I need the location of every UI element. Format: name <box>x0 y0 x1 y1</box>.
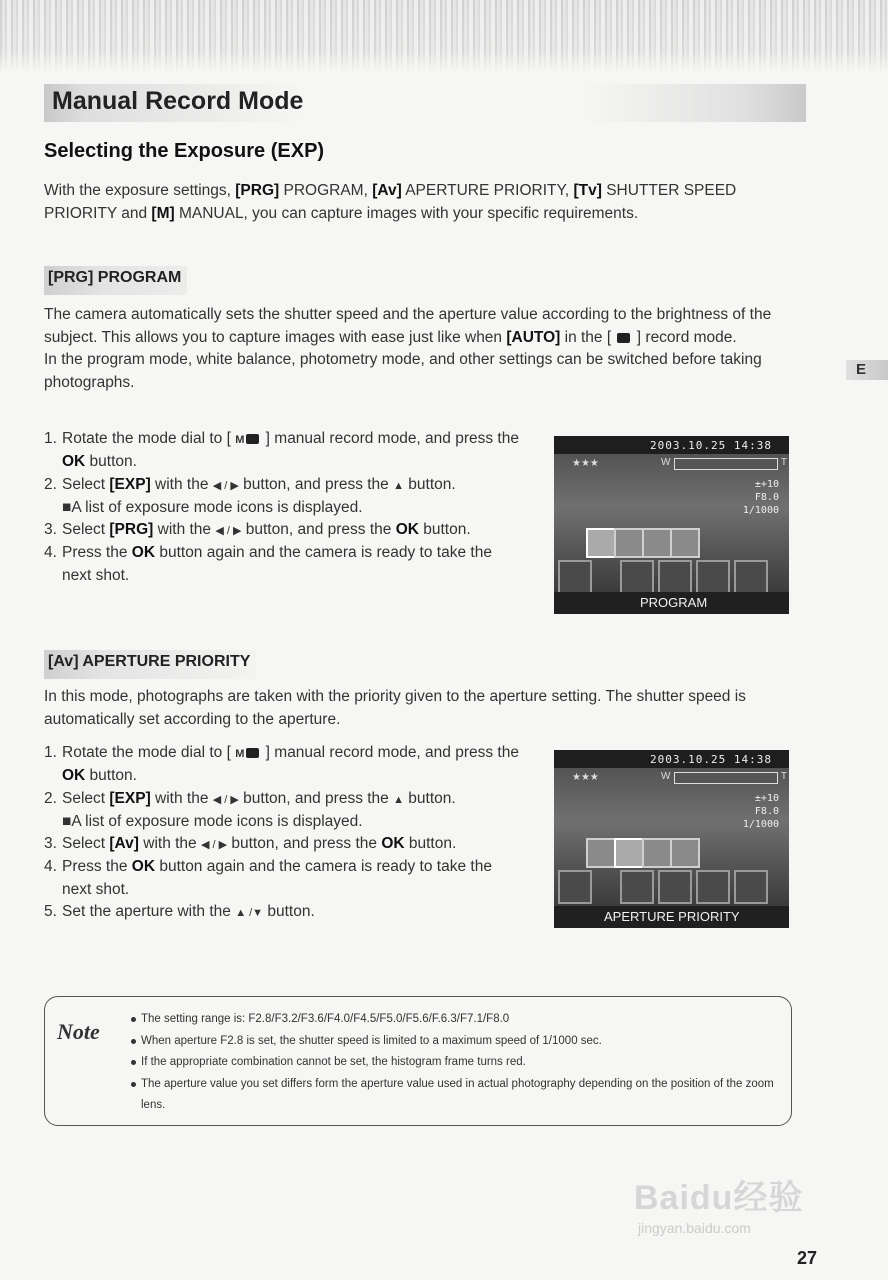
step-text: Press the <box>62 544 132 562</box>
step-text: Set the aperture with the <box>62 903 236 921</box>
zoom-tele: T <box>780 771 787 782</box>
camera-icon <box>246 748 259 758</box>
step-number: 4. <box>44 544 57 562</box>
program-paragraph <box>44 304 796 394</box>
program-text: ] record mode. <box>632 328 737 346</box>
aperture-steps <box>44 742 524 924</box>
key-tv: [Tv] <box>573 182 602 199</box>
up-arrow-icon: ▲ <box>393 793 404 806</box>
step-text: with the <box>150 789 213 807</box>
step-number: 2. <box>44 789 57 807</box>
camera-icon <box>246 434 259 444</box>
program-text: in the [ <box>560 328 616 346</box>
key-m: [M] <box>151 204 175 222</box>
lcd-screen-aperture <box>554 750 789 928</box>
list-item <box>44 811 524 833</box>
list-item <box>44 519 524 542</box>
note-list <box>131 1009 781 1117</box>
watermark <box>634 1144 834 1244</box>
program-heading <box>44 266 187 295</box>
step-text: Select <box>62 835 110 853</box>
section-tab-letter: E <box>856 361 867 378</box>
step-text: Rotate the mode dial to [ <box>62 430 236 447</box>
mode-tile-icon <box>670 838 700 868</box>
quality-stars-icon: ★★★ <box>572 458 599 469</box>
program-steps <box>44 428 524 587</box>
list-item <box>44 497 524 519</box>
menu-tile-icon <box>696 560 730 594</box>
intro-text: With the exposure settings, <box>44 182 236 199</box>
program-title: PROGRAM <box>93 269 182 286</box>
left-right-arrow-icon: ◀ / ▶ <box>212 793 239 806</box>
step-text: Rotate the mode dial to [ <box>62 744 236 761</box>
up-down-arrow-icon: ▲ /▼ <box>235 907 264 920</box>
list-item: When aperture F2.8 is set, the shutter speed is limited to a maximum speed of 1/1000 sec. <box>131 1031 781 1053</box>
aperture-paragraph: In this mode, photographs are taken with the priority given to the aperture setting. The shutter speed is automatically set according to the aperture. <box>44 688 746 728</box>
list-item <box>44 856 524 901</box>
heading-bar <box>44 84 806 122</box>
menu-tile-icon <box>620 560 654 594</box>
watermark-brand: Baidu经验 <box>634 1179 804 1217</box>
key-ok: OK <box>62 453 86 471</box>
lcd-indicators <box>743 478 779 517</box>
key-auto: [AUTO] <box>506 328 561 346</box>
step-number: 4. <box>44 858 57 876</box>
mode-tile-icon <box>614 528 644 558</box>
step-text: Select <box>62 789 110 807</box>
step-number: 3. <box>44 521 57 539</box>
aperture-key: [Av] <box>48 653 79 670</box>
mode-tile-icon <box>642 838 672 868</box>
aperture-value: F8.0 <box>754 806 779 817</box>
mode-tile-icon <box>670 528 700 558</box>
zoom-wide: W <box>661 457 671 468</box>
step-text: button. <box>263 903 315 921</box>
intro-text: PROGRAM, <box>279 182 373 199</box>
exposure-comp: ±+10 <box>754 479 779 490</box>
lcd-mode-text: APERTURE PRIORITY <box>604 909 740 924</box>
key-ok: OK <box>131 544 156 562</box>
page-number: 27 <box>797 1248 818 1268</box>
step-text: Select <box>62 521 110 539</box>
menu-tile-icon <box>696 870 730 904</box>
list-item: If the appropriate combination cannot be set, the histogram frame turns red. <box>131 1052 781 1074</box>
step-text: button, and press the <box>238 475 394 493</box>
menu-tile-icon <box>658 560 692 594</box>
key-ok: OK <box>395 521 419 539</box>
key-exp: [EXP] <box>109 789 151 807</box>
menu-tile-icon <box>658 870 692 904</box>
zoom-wide: W <box>661 771 671 782</box>
lcd-mode-text: PROGRAM <box>640 595 708 610</box>
list-item: The aperture value you set differs form the aperture value used in actual photography depending on the position of the zoom lens. <box>131 1074 781 1117</box>
menu-tile-icon <box>734 560 768 594</box>
menu-tile-icon <box>558 870 592 904</box>
left-right-arrow-icon: ◀ / ▶ <box>212 479 239 492</box>
lcd-indicators <box>743 792 779 831</box>
step-text: button. <box>85 453 137 471</box>
mode-tile-icon <box>586 838 616 868</box>
list-item <box>44 901 524 924</box>
step-text: with the <box>150 475 213 493</box>
key-ok: OK <box>381 835 405 853</box>
shutter-value: 1/1000 <box>742 819 779 830</box>
step-number: 2. <box>44 475 57 493</box>
key-av: [Av] <box>372 182 402 199</box>
key-prg: [PRG] <box>235 182 280 199</box>
step-text: Select <box>62 475 110 493</box>
list-item <box>44 474 524 497</box>
key-exp: [EXP] <box>109 475 151 493</box>
intro-text: MANUAL, you can capture images with your specific requirements. <box>174 204 639 222</box>
list-item: The setting range is: F2.8/F3.2/F3.6/F4.0/F4.5/F5.0/F5.6/F.6.3/F7.1/F8.0 <box>131 1009 781 1031</box>
step-text: button, and press the <box>238 789 394 807</box>
lcd-screen-program <box>554 436 789 614</box>
key-prg: [PRG] <box>109 521 154 539</box>
step-text: ] manual record mode, and press the <box>261 744 519 761</box>
aperture-heading <box>44 650 256 679</box>
intro-text: SHUTTER SPEED PRIORITY and <box>44 182 737 222</box>
step-text: button, and press the <box>241 521 396 539</box>
section-title: Selecting the Exposure (EXP) <box>44 140 325 162</box>
zoom-bar <box>661 771 787 784</box>
key-ok: OK <box>131 858 156 876</box>
list-item <box>44 788 524 811</box>
lcd-mode-label <box>554 592 789 614</box>
aperture-value: F8.0 <box>754 492 779 503</box>
up-arrow-icon: ▲ <box>393 479 404 492</box>
key-av: [Av] <box>109 835 139 853</box>
camera-icon <box>617 333 630 343</box>
quality-stars-icon: ★★★ <box>572 772 599 783</box>
list-item <box>44 742 524 788</box>
manual-camera-icon: M <box>235 434 245 446</box>
step-text: button. <box>404 835 457 853</box>
step-text: with the <box>138 835 201 853</box>
page-title: Manual Record Mode <box>52 87 304 115</box>
step-text: button. <box>404 475 456 493</box>
left-right-arrow-icon: ◀ / ▶ <box>200 839 228 852</box>
step-text: ] manual record mode, and press the <box>261 430 519 447</box>
section-tab <box>846 360 888 380</box>
list-item <box>44 833 524 856</box>
zoom-bar <box>661 457 787 470</box>
step-note: ■A list of exposure mode icons is displayed. <box>62 812 363 830</box>
program-text: The camera automatically sets the shutter speed and the aperture value according to the brightness of the subject. This allows you to capture images with ease just like when <box>44 306 772 346</box>
step-number: 1. <box>44 430 57 447</box>
step-text: button. <box>85 767 137 785</box>
program-key: [PRG] <box>48 269 94 286</box>
step-text: button. <box>418 521 471 539</box>
step-text: with the <box>153 521 216 539</box>
step-note: ■A list of exposure mode icons is displayed. <box>62 498 363 516</box>
watermark-url: jingyan.baidu.com <box>638 1220 751 1236</box>
shutter-value: 1/1000 <box>742 505 779 516</box>
list-item <box>44 428 524 474</box>
mode-tile-icon <box>586 528 616 558</box>
menu-tile-icon <box>558 560 592 594</box>
mode-tile-icon <box>614 838 644 868</box>
lcd-date: 2003.10.25 14:38 <box>650 439 772 452</box>
exposure-comp: ±+10 <box>754 793 779 804</box>
program-text-2: In the program mode, white balance, photometry mode, and other settings can be switched before taking photographs. <box>44 351 762 391</box>
menu-tile-icon <box>620 870 654 904</box>
list-item <box>44 542 524 587</box>
note-logo: Note <box>57 1019 100 1044</box>
aperture-title: APERTURE PRIORITY <box>78 653 251 670</box>
note-box <box>44 996 792 1126</box>
key-ok: OK <box>62 767 86 785</box>
step-text: button again and the camera is ready to take the next shot. <box>62 858 492 898</box>
step-text: Press the <box>62 858 132 876</box>
step-number: 5. <box>44 903 57 921</box>
menu-tile-icon <box>734 870 768 904</box>
lcd-mode-label <box>554 906 789 928</box>
lcd-date: 2003.10.25 14:38 <box>650 753 772 766</box>
scan-top-fade <box>0 0 888 72</box>
step-number: 3. <box>44 835 57 853</box>
step-number: 1. <box>44 744 57 761</box>
left-right-arrow-icon: ◀ / ▶ <box>215 525 242 538</box>
intro-text: APERTURE PRIORITY, <box>401 182 574 199</box>
mode-tile-icon <box>642 528 672 558</box>
intro-paragraph <box>44 180 796 225</box>
step-text: button, and press the <box>227 835 382 853</box>
zoom-tele: T <box>780 457 787 468</box>
step-text: button. <box>404 789 456 807</box>
step-text: button again and the camera is ready to take the next shot. <box>62 544 492 584</box>
manual-camera-icon: M <box>235 748 245 760</box>
